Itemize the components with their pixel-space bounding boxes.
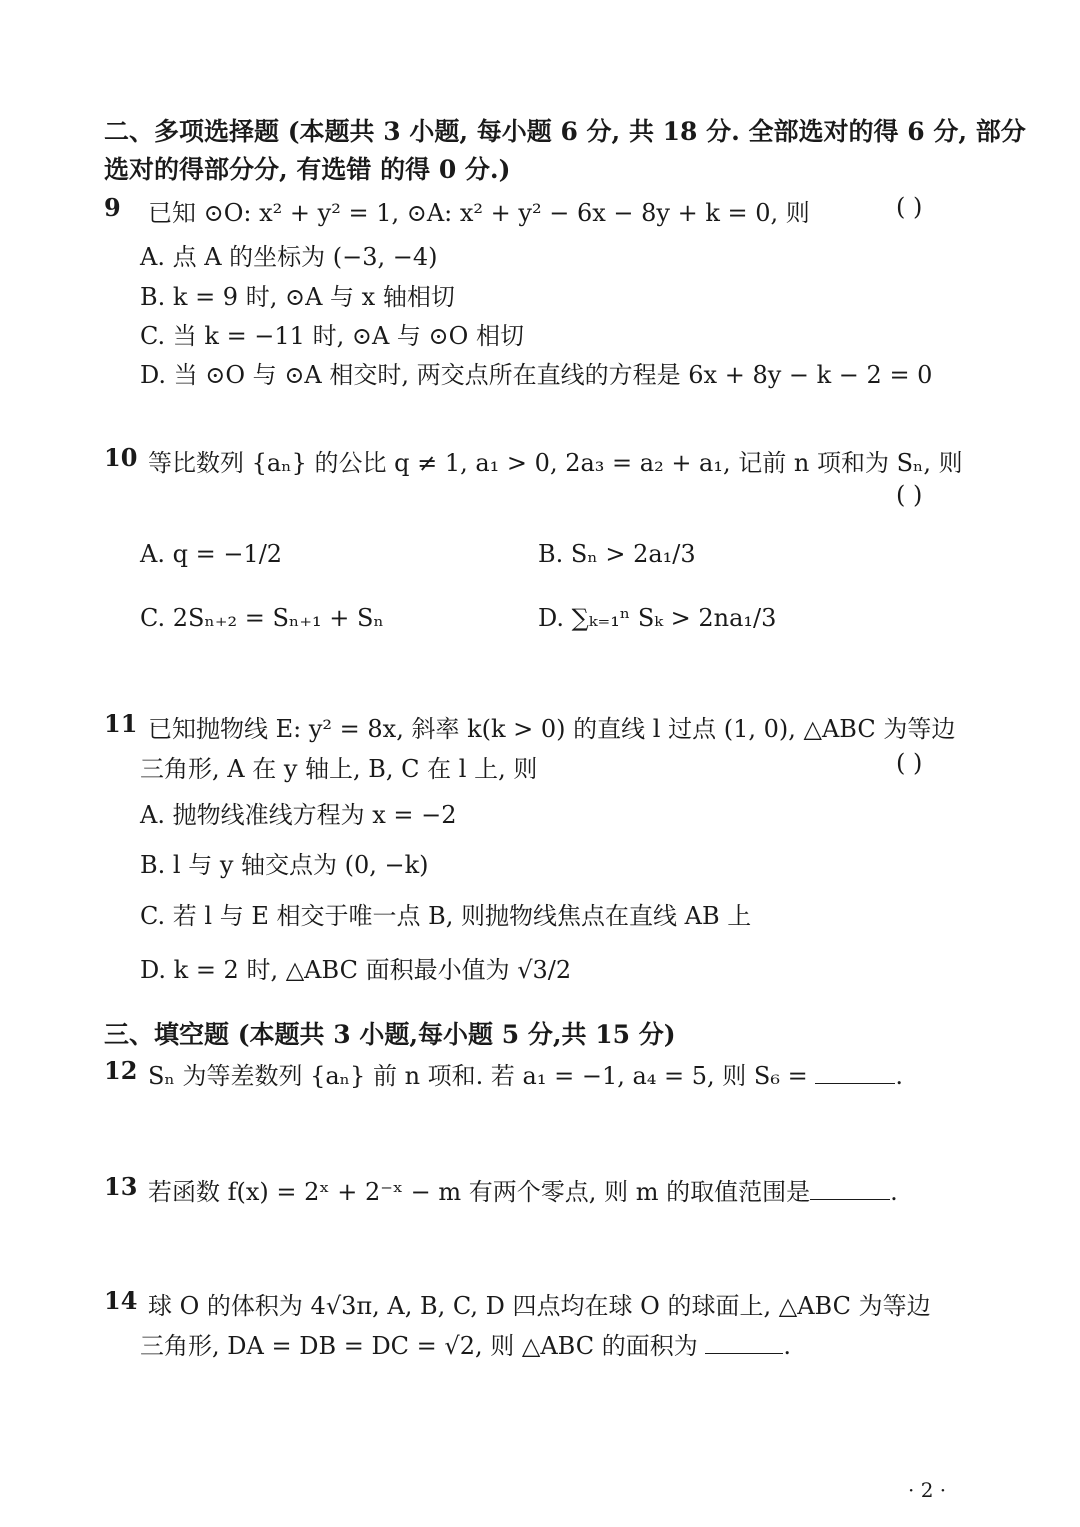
question-10-stem: 等比数列 {aₙ} 的公比 q ≠ 1, a₁ > 0, 2a₃ = a₂ + a₁, 记前 n 项和为 Sₙ, 则 bbox=[148, 449, 963, 477]
question-14-period: . bbox=[783, 1332, 792, 1360]
section-2-heading-line-1: 二、多项选择题 (本题共 3 小题, 每小题 6 分, 共 18 分. 全部选对的得 6 分, 部分 bbox=[104, 117, 1026, 146]
question-14-stem-line-2 bbox=[140, 1326, 791, 1361]
question-10-option-b: B. Sₙ > 2a₁/3 bbox=[538, 540, 696, 568]
question-12-number: 12 bbox=[104, 1056, 138, 1085]
question-13-number: 13 bbox=[104, 1172, 138, 1201]
question-13-answer-blank[interactable] bbox=[810, 1198, 890, 1200]
question-12-stem bbox=[148, 1056, 903, 1091]
question-11-option-c: C. 若 l 与 E 相交于唯一点 B, 则抛物线焦点在直线 AB 上 bbox=[140, 902, 752, 930]
question-9-option-c: C. 当 k = −11 时, ⊙A 与 ⊙O 相切 bbox=[140, 322, 524, 350]
question-11-option-a: A. 抛物线准线方程为 x = −2 bbox=[140, 801, 457, 829]
question-11-option-b: B. l 与 y 轴交点为 (0, −k) bbox=[140, 851, 429, 879]
question-13-stem-text: 若函数 f(x) = 2ˣ + 2⁻ˣ − m 有两个零点, 则 m 的取值范围是 bbox=[148, 1178, 811, 1206]
question-9-stem: 已知 ⊙O: x² + y² = 1, ⊙A: x² + y² − 6x − 8y + k = 0, 则 bbox=[148, 199, 810, 227]
question-9-number: 9 bbox=[104, 193, 121, 222]
question-14-answer-blank[interactable] bbox=[705, 1352, 783, 1354]
page-number: · 2 · bbox=[908, 1478, 947, 1502]
question-12-answer-blank[interactable] bbox=[815, 1082, 895, 1084]
question-11-answer-bracket: ( ) bbox=[896, 749, 923, 777]
question-14-number: 14 bbox=[104, 1286, 138, 1315]
question-9-option-d: D. 当 ⊙O 与 ⊙A 相交时, 两交点所在直线的方程是 6x + 8y − k − 2 = 0 bbox=[140, 361, 933, 389]
question-10-option-a: A. q = −1/2 bbox=[140, 540, 283, 568]
question-11-option-d: D. k = 2 时, △ABC 面积最小值为 √3/2 bbox=[140, 956, 572, 984]
question-10-option-d: D. ∑ₖ₌₁ⁿ Sₖ > 2na₁/3 bbox=[538, 604, 777, 632]
question-11-stem-line-1: 已知抛物线 E: y² = 8x, 斜率 k(k > 0) 的直线 l 过点 (1, 0), △ABC 为等边 bbox=[148, 715, 956, 743]
question-14-stem-line-1: 球 O 的体积为 4√3π, A, B, C, D 四点均在球 O 的球面上, △ABC 为等边 bbox=[148, 1292, 931, 1320]
section-2-heading-line-2: 选对的得部分分, 有选错 的得 0 分.) bbox=[104, 155, 511, 184]
question-10-number: 10 bbox=[104, 443, 138, 472]
question-11-stem-line-2: 三角形, A 在 y 轴上, B, C 在 l 上, 则 bbox=[140, 755, 538, 783]
question-14-stem-text: 三角形, DA = DB = DC = √2, 则 △ABC 的面积为 bbox=[140, 1332, 698, 1360]
question-11-number: 11 bbox=[104, 709, 138, 738]
question-12-period: . bbox=[895, 1062, 904, 1090]
question-13-stem bbox=[148, 1172, 898, 1207]
question-9-answer-bracket: ( ) bbox=[896, 193, 923, 221]
question-9-option-b: B. k = 9 时, ⊙A 与 x 轴相切 bbox=[140, 283, 455, 311]
question-10-answer-bracket: ( ) bbox=[896, 481, 923, 509]
question-10-option-c: C. 2Sₙ₊₂ = Sₙ₊₁ + Sₙ bbox=[140, 604, 384, 632]
question-13-period: . bbox=[890, 1178, 898, 1206]
section-3-heading: 三、填空题 (本题共 3 小题,每小题 5 分,共 15 分) bbox=[104, 1020, 676, 1049]
question-9-option-a: A. 点 A 的坐标为 (−3, −4) bbox=[140, 243, 438, 271]
question-12-stem-text: Sₙ 为等差数列 {aₙ} 前 n 项和. 若 a₁ = −1, a₄ = 5, 则 S₆ = bbox=[148, 1062, 808, 1090]
